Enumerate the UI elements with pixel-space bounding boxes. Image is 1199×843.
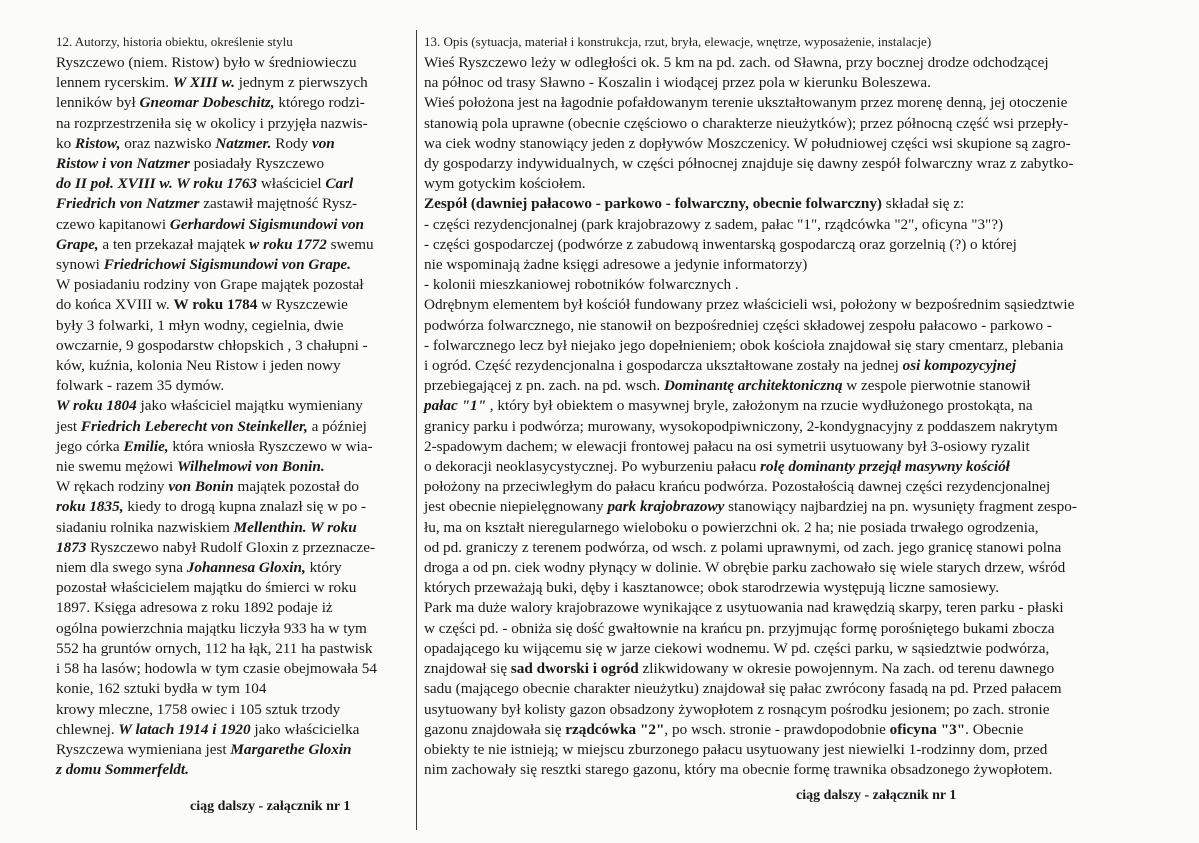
text-run: rządcówka "2" [565,720,665,738]
text-run: jednym z pierwszych [234,74,368,92]
text-line [56,235,416,255]
text-run: owczarnie, 9 gospodarstw chłopskich , 3 chałupni - [56,336,368,354]
text-run: jako właścicielka [250,720,360,738]
text-line [56,114,416,134]
text-line [56,558,416,578]
text-run: znajdował się [424,660,511,678]
text-run: których przeważają buki, dęby i kasztanowce; obok starodrzewia występują liczne samosiewy. [424,579,1000,597]
text-run: synowi [56,256,104,274]
text-line [56,53,416,73]
text-run: jest [56,417,81,435]
text-run: - kolonii mieszkaniowej robotników folwarcznych . [424,276,739,294]
text-run: Odrębnym elementem był kościół fundowany przez właścicieli wsi, położony w bezpośrednim sąsiedztwie [424,296,1075,314]
text-line [56,659,416,679]
text-run: W roku 1804 [56,397,137,415]
text-run: nie wspominają żadne księgi adresowe a jedynie informatorzy) [424,256,808,274]
text-run: Ryszczewa wymieniana jest [56,740,231,758]
text-line [56,194,416,214]
left-continuation-note: ciąg dalszy - załącznik nr 1 [190,799,351,814]
text-run: roku 1835, [56,498,124,516]
text-line [424,154,1184,174]
text-line [424,598,1184,618]
text-run: w Ryszczewie [257,296,348,314]
text-line [56,578,416,598]
text-run: Zespół (dawniej pałacowo - parkowo - folwarczny, obecnie folwarczny) [424,195,882,213]
text-run: majątek pozostał do [233,478,359,496]
text-run: park krajobrazowy [607,498,725,516]
section-12-body [56,53,416,780]
text-run: zlikwidowany w okresie powojennym. Na zach. od terenu dawnego [638,660,1055,678]
text-line [424,578,1184,598]
text-line [56,740,416,760]
text-line [424,457,1184,477]
text-run: sad dworski i ogród [510,660,639,678]
text-line [424,700,1184,720]
text-run: kiedy to drogą kupna znalazł się w po - [123,498,367,516]
text-run: a ten przekazał majątek [98,235,250,253]
text-run: Gerhardowi Sigismundowi von [169,215,364,233]
text-run: przebiegającej z pn. zach. na pd. wsch. [424,377,664,395]
text-run: lennem rycerskim. [56,74,173,92]
text-run: Wieś Ryszczewo leży w odległości ok. 5 km na pd. zach. od Sławna, przy bocznej drodze odchodzącej [424,54,1049,71]
text-run: nim zachowały się resztki starego gazonu, który ma obecnie formę trawnika obsadzonego żywopłotem. [424,761,1053,779]
text-run: , po wsch. stronie - prawdopodobnie [664,720,890,738]
text-line [424,53,1184,73]
text-line [56,376,416,396]
text-line [56,174,416,194]
text-line [56,336,416,356]
text-run: na północ od trasy Sławno - Koszalin i wiodącej przez pola w kierunku Boleszewa. [424,74,931,92]
text-line [56,417,416,437]
text-run: osi kompozycyjnej [902,357,1017,375]
section-13-body [424,53,1184,780]
text-run: jego córka [56,437,124,455]
text-run: von [311,134,335,152]
text-line [424,477,1184,497]
text-line [424,417,1184,437]
text-run: wa ciek wodny stanowiący jeden z dopływów Moszczenicy. W południowej części wsi skupione są zagro- [424,134,1071,152]
text-line [424,376,1184,396]
text-run: Natzmer. [215,134,272,152]
text-run: Grape, [56,235,99,253]
text-run: Wieś położona jest na łagodnie pofałdowanym terenie ukształtowanym przez morenę denną, jej otoczenie [424,94,1068,112]
text-run: W posiadaniu rodziny von Grape majątek pozostał [56,276,364,294]
text-run: o dekoracji neoklasycystycznej. Po wyburzeniu pałacu [424,458,761,476]
text-line [424,114,1184,134]
text-run: 2-spadowym dachem; w elewacji frontowej pałacu na osi symetrii usytuowany był 3-osiowy ryzalit [424,437,1030,455]
text-line [56,255,416,275]
text-line [424,619,1184,639]
text-run: wym gotyckim kościołem. [424,175,586,193]
text-run: stanowiący najbardziej na pn. wysunięty fragment zespo- [724,498,1077,516]
text-line [56,518,416,538]
text-run: Friedrich von Natzmer [56,195,200,213]
text-run: Rody [271,134,312,152]
text-run: podwórza folwarcznego, nie stanowił on bezpośredniej części składowej zespołu pałacowo - parkowo - [424,316,1052,334]
text-line [424,316,1184,336]
text-line [424,497,1184,517]
text-run: z domu Sommerfeldt. [56,761,189,779]
text-line [56,356,416,376]
text-run: opadającego ku wijącemu się w jarze ciekowi wodnemu. W pd. części parku, w sąsiedztwie podwórza, [424,639,1050,657]
text-run: siadaniu rolnika nazwiskiem [56,518,234,536]
text-run: 1897. Księga adresowa z roku 1892 podaje iż [56,599,333,617]
text-run: gazonu znajdowała się [424,720,566,738]
text-run: i 58 ha lasów; hodowla w tym czasie obejmowała 54 [56,660,377,678]
text-line [424,336,1184,356]
text-line [424,396,1184,416]
text-run: Mellenthin. W roku [233,518,357,536]
text-run: stanowią pola uprawne (obecnie częściowo o charakterze nieużytków); przez północną część wsi przepły- [424,114,1069,132]
text-run: - części gospodarczej (podwórze z zabudową inwentarską gospodarczą oraz gorzelnią (?) o której [424,235,1017,253]
text-line [424,760,1184,780]
text-run: Margarethe Gloxin [230,740,352,758]
text-line [56,215,416,235]
text-line [56,154,416,174]
text-line [56,396,416,416]
text-line [424,740,1184,760]
text-run: składał się z: [881,195,965,213]
text-run: zastawił majętność Rysz- [199,195,358,213]
section-13-heading: 13. Opis (sytuacja, materiał i konstrukcja, rzut, bryła, elewacje, wnętrze, wyposażenie, instalacje) [424,34,932,49]
text-run: Johannesa Gloxin, [186,559,306,577]
text-line [424,235,1184,255]
text-line [424,720,1184,740]
text-run: którego rodzi- [274,94,365,112]
text-line [424,558,1184,578]
text-run: która wniosła Ryszczewo w wia- [168,437,373,455]
text-run: w roku 1772 [249,235,327,253]
text-run: pozostał właścicielem majątku do śmierci w roku [56,579,357,597]
text-run: Park ma duże walory krajobrazowe wynikające z usytuowania nad krawędzią skarpy, teren parku - płaski [424,599,1064,617]
text-line [424,215,1184,235]
text-run: Friedrichowi Sigismundowi von Grape. [103,256,351,274]
text-line [424,134,1184,154]
text-run: Ristow i von Natzmer [56,155,190,173]
text-line [424,174,1184,194]
text-run: Ryszczewo (niem. Ristow) było w średniowieczu [56,54,357,71]
text-line [424,93,1184,113]
text-run: nie swemu mężowi [56,458,178,476]
text-line [424,356,1184,376]
right-continuation-note: ciąg dalszy - załącznik nr 1 [796,788,957,803]
text-run: Emilie, [123,437,169,455]
text-run: rolę dominanty przejął masywny kościół [760,458,1010,476]
text-run: Dominantę architektoniczną [663,377,843,395]
text-line [424,538,1184,558]
text-run: posiadały Ryszczewo [189,155,325,173]
text-run: pałac "1" [424,397,486,415]
text-line [56,760,416,780]
text-run: czewo kapitanowi [56,215,170,233]
text-run: ko [56,134,75,152]
text-run: krowy mleczne, 1758 owiec i 105 sztuk trzody [56,700,341,718]
text-line [56,619,416,639]
text-line [56,639,416,659]
text-run: oficyna "3" [889,720,966,738]
text-run: łu, ma on kształt nieregularnego wieloboku o powierzchni ok. 2 ha; nie posiada trwałego ogrodzenia, [424,518,1039,536]
text-run: położony na przeciwległym do pałacu krańcu podwórza. Pozostałością dawnej części rezydencjonalnej [424,478,1051,496]
text-run: jest obecnie niepielęgnowany [424,498,608,516]
text-line [424,437,1184,457]
text-run: Friedrich Leberecht von Steinkeller, [80,417,308,435]
text-run: sadu (mającego obecnie charakter nieużytku) znajdował się pałac zwrócony fasadą na pd. Przed pałacem [424,680,1062,698]
text-run: od pd. graniczy z terenem podwórza, od wsch. z polami uprawnymi, od zach. jego granicę stanowi polna [424,538,1062,556]
text-run: lenników był [56,94,140,112]
text-run: w części pd. - obniża się dość gwałtownie na krańcu pn. przyjmując formę porośniętego bukami zbocza [424,619,1055,637]
text-line [424,679,1184,699]
text-run: ogólna powierzchnia majątku liczyła 933 ha w tym [56,619,367,637]
section-12-history [56,34,416,780]
text-line [56,457,416,477]
section-12-heading: 12. Autorzy, historia obiektu, określenie stylu [56,34,293,49]
text-run: który [305,559,342,577]
text-run: W latach 1914 i 1920 [118,720,251,738]
text-run: a później [307,417,367,435]
text-run: 552 ha gruntów ornych, 112 ha łąk, 211 ha pastwisk [56,639,373,657]
text-line [56,437,416,457]
text-run: Gneomar Dobeschitz, [139,94,275,112]
text-run: na rozprzestrzeniła się w okolicy i przyjęła nazwis- [56,114,368,132]
text-run: obiekty te nie istnieją; w miejscu zburzonego pałacu usytuowany jest niewielki 1-rodzinny dom, przed [424,740,1048,758]
text-line [424,295,1184,315]
text-run: von Bonin [168,478,234,496]
text-run: do końca XVIII w. [56,296,174,314]
text-line [56,316,416,336]
text-run: Ristow, [74,134,121,152]
text-line [424,518,1184,538]
text-line [424,255,1184,275]
text-line [56,679,416,699]
text-run: Wilhelmowi von Bonin. [177,458,325,476]
text-line [424,73,1184,93]
text-line [56,720,416,740]
text-run: konie, 162 sztuki bydła w tym 104 [56,680,267,698]
text-run: w zespole pierwotnie stanowił [842,377,1031,395]
text-line [56,538,416,558]
text-run: , który był obiektem o masywnej bryle, założonym na rzucie wydłużonego prostokąta, na [486,397,1033,415]
text-line [424,194,1184,214]
text-line [56,73,416,93]
text-run: folwark - razem 35 dymów. [56,377,225,395]
text-run: - części rezydencjonalnej (park krajobrazowy z sadem, pałac "1", rządcówka "2", oficyna "3"?) [424,215,1004,233]
section-13-description [424,34,1184,780]
text-line [56,93,416,113]
text-line [424,639,1184,659]
text-run: W XIII w. [172,74,235,92]
column-divider [416,30,417,830]
text-run: W roku 1784 [173,296,258,314]
text-run: - folwarcznego lecz był niejako jego dopełnieniem; obok kościoła znajdował się stary cmentarz, plebania [424,336,1064,354]
text-run: były 3 folwarki, 1 młyn wodny, cegielnia, dwie [56,316,344,334]
text-line [424,659,1184,679]
text-run: i ogród. Część rezydencjonalna i gospodarcza ukształtowane zostały na jednej [424,357,903,375]
text-run: właściciel [257,175,326,193]
text-line [56,477,416,497]
text-line [56,295,416,315]
text-run: usytuowany był kolisty gazon obsadzony żywopłotem z rosnącym pośrodku jesionem; po zach. stronie [424,700,1050,718]
text-run: W rękach rodziny [56,478,169,496]
text-run: droga a od pn. ciek wodny płynący w dolinie. W obrębie parku zachowało się wiele starych drzew, wśród [424,559,1066,577]
text-line [56,275,416,295]
text-line [56,134,416,154]
text-line [56,598,416,618]
text-run: chlewnej. [56,720,119,738]
text-run: . Obecnie [965,720,1024,738]
text-run: Ryszczewo nabył Rudolf Gloxin z przeznacze- [86,538,376,556]
text-run: Carl [325,175,354,193]
text-run: dy gospodarzy indywidualnych, w części północnej znajduje się dawny zespół folwarczny wraz z zabytko- [424,155,1074,173]
text-run: 1873 [56,538,87,556]
text-line [56,497,416,517]
text-run: do II poł. XVIII w. W roku 1763 [56,175,258,193]
text-run: ków, kuźnia, kolonia Neu Ristow i jeden nowy [56,357,341,375]
text-run: niem dla swego syna [56,559,187,577]
text-line [424,275,1184,295]
text-run: oraz nazwisko [120,134,216,152]
text-run: swemu [326,235,374,253]
text-run: granicy parku i podwórza; murowany, wysokopodpiwniczony, 2-kondygnacyjny z poddaszem nakrytym [424,417,1058,435]
text-line [56,700,416,720]
text-run: jako właściciel majątku wymieniany [136,397,363,415]
